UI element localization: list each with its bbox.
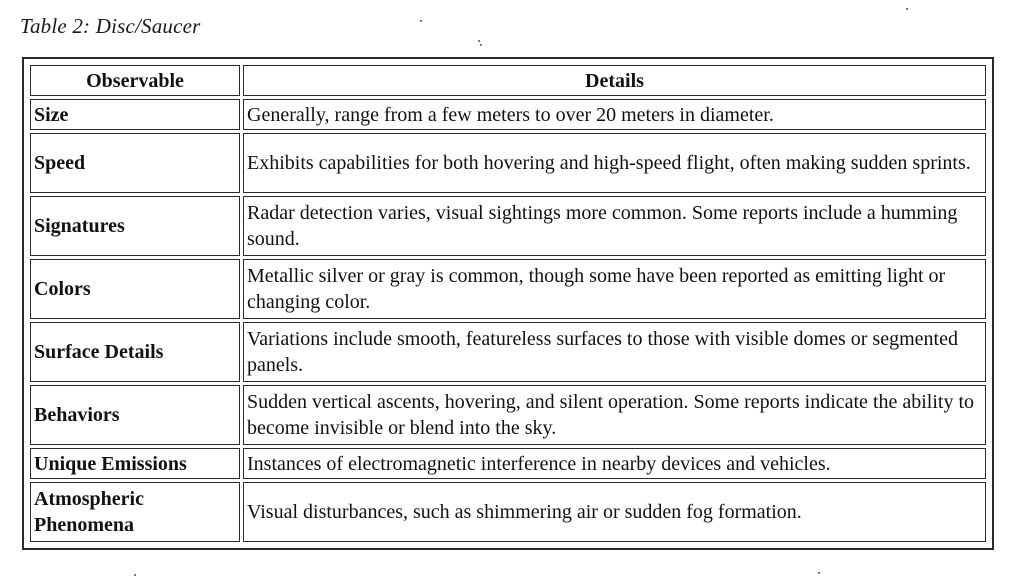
observable-cell: Speed <box>30 133 240 193</box>
table-row <box>30 99 986 130</box>
column-header-details: Details <box>243 65 986 96</box>
observable-cell: Unique Emissions <box>30 448 240 479</box>
observable-cell: Colors <box>30 259 240 319</box>
observable-cell: Signatures <box>30 196 240 256</box>
observable-cell: Surface Details <box>30 322 240 382</box>
details-cell: Variations include smooth, featureless surfaces to those with visible domes or segmented panels. <box>243 322 986 382</box>
scan-speck <box>478 40 480 42</box>
scan-speck <box>906 8 908 10</box>
observable-cell: Behaviors <box>30 385 240 445</box>
scan-speck <box>480 44 482 46</box>
table-row <box>30 448 986 479</box>
scan-speck <box>134 574 136 576</box>
details-cell: Sudden vertical ascents, hovering, and silent operation. Some reports indicate the ability to become invisible or blend into the sky. <box>243 385 986 445</box>
observables-table <box>22 57 994 550</box>
details-cell: Generally, range from a few meters to over 20 meters in diameter. <box>243 99 986 130</box>
observable-cell: Atmospheric Phenomena <box>30 482 240 542</box>
details-cell: Visual disturbances, such as shimmering air or sudden fog formation. <box>243 482 986 542</box>
observable-cell: Size <box>30 99 240 130</box>
table-row <box>30 133 986 193</box>
column-header-observable: Observable <box>30 65 240 96</box>
details-cell: Instances of electromagnetic interference in nearby devices and vehicles. <box>243 448 986 479</box>
details-cell: Metallic silver or gray is common, though some have been reported as emitting light or changing color. <box>243 259 986 319</box>
table-row <box>30 482 986 542</box>
table-caption: Table 2: Disc/Saucer <box>20 14 201 38</box>
details-cell: Exhibits capabilities for both hovering and high-speed flight, often making sudden sprints. <box>243 133 986 193</box>
table-row <box>30 196 986 256</box>
table-row <box>30 259 986 319</box>
scan-speck <box>420 20 422 22</box>
table-row <box>30 322 986 382</box>
table-header-row <box>30 65 986 96</box>
scan-speck <box>818 572 820 574</box>
table-row <box>30 385 986 445</box>
data-table <box>27 62 989 545</box>
details-cell: Radar detection varies, visual sightings more common. Some reports include a humming sound. <box>243 196 986 256</box>
